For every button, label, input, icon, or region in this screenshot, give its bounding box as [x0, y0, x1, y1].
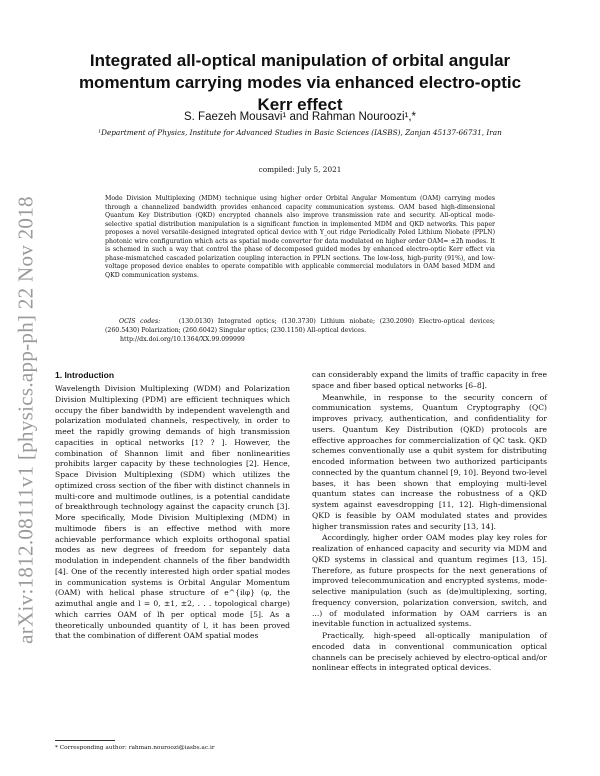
- paragraph: can considerably expand the limits of traffic capacity in free space and fiber based optical networks [6–8].: [312, 370, 547, 390]
- author-list: S. Faezeh Mousavi¹ and Rahman Nouroozi¹,*: [183, 111, 417, 123]
- paragraph: Accordingly, higher order OAM modes play key roles for realization of enhanced capacity and security via MDM and QKD systems in classical and quantum regimes [13, 15]. Therefore, as future prospects for the next generations of improved telecommunication and encrypted systems, mode-selective manipulation (such as (de)multiplexing, sorting, frequency conversion, polarization conversion, switch, and ...) of modulated information by OAM carriers is an inevitable function in actualized systems.: [312, 533, 547, 629]
- footnote: * Corresponding author: rahman.nouroozi@iasbs.ac.ir: [55, 745, 215, 751]
- ocis-code-list: (130.0130) Integrated optics; (130.3730) Lithium niobate; (230.2090) Electro-optical devices; (260.5430) Polarization; (260.6042) Singular optics; (230.1150) All-optical devices.: [105, 318, 496, 334]
- paragraph: Practically, high-speed all-optically manipulation of encoded data in conventional communication optical channels can be precisely achieved by electro-optical and/or nonlinear effects in integrated optical devices.: [312, 631, 547, 673]
- ocis-codes: [105, 318, 495, 335]
- doi-link[interactable]: http://dx.doi.org/10.1364/XX.99.099999: [120, 336, 245, 343]
- abstract: Mode Division Multiplexing (MDM) technique using higher order Orbital Angular Momentum (OAM) carrying modes through a channelized bandwidth provides enhanced capacity communication systems. OAM based high-dimensional Quantum Key Distribution (QKD) encrypted channels also improve transmission rate and security. All-optical mode-selective spatial distribution manipulation is a significant function in implemented MDM and QKD networks. This paper proposes a novel versatile-designed integrated optical device with Y_out ridge Periodically Poled Lithium Niobate (PPLN) photonic wire configuration which acts as spatial mode converter for data modulated on higher order OAM= ±2ħ modes. It is schemed in such a way that control the phase of decomposed guided modes by enhanced electro-optic Kerr effect via phase-mismatched cascaded polarization coupling interaction in PPLN sections. The low-loss, high-purity (91%), and low-voltage proposed device enables to operate compatible with applicable commercial modulators in OAM based MDM and QKD communication systems.: [105, 195, 495, 279]
- compiled-date: compiled: July 5, 2021: [258, 165, 342, 174]
- footnote-rule: [55, 740, 115, 741]
- section-heading: 1. Introduction: [55, 370, 115, 380]
- right-column: [312, 370, 547, 674]
- paragraph: Wavelength Division Multiplexing (WDM) and Polarization Division Multiplexing (PDM) are efficient techniques which occupy the fiber bandwidth by independent wavelength and polarization modulated channels, respectively, in order to meet the rapidly growing demands of high transmission capacities in optical networks [1? ? ]. However, the combination of Shannon limit and fiber nonlinearities prohibits larger capacity by these technologies [2]. Hence, Space Division Multiplexing (SDM) which utilizes the optimized cross section of the fiber with distinct channels in multi-core and multimode outlines, is a potential candidate of breakthrough technology against the capacity crunch [3]. More specifically, Mode Division Multiplexing (MDM) in multimode fibers is an effective method with more achievable performance which exploits orthogonal spatial modes as new degrees of freedom for sepantely data modulation in independent channels of the fiber bandwidth [4]. One of the recently interested high order spatial modes in communication systems is Orbital Angular Momentum (OAM) with helical phase structure of e^{ilφ} (φ, the azimuthal angle and l = 0, ±1, ±2, . . . topological charge) which carries OAM of lħ per optical mode [5]. As a theoretically unbounded quantity of l, it has been proved that the combination of different OAM spatial modes: [55, 384, 290, 641]
- left-column: [55, 370, 290, 642]
- affiliation: ¹Department of Physics, Institute for Advanced Studies in Basic Sciences (IASBS), Zanjan 45137-66731, Iran: [98, 128, 502, 137]
- arxiv-sidebar-stamp: [0, 0, 52, 776]
- paper-title: Integrated all-optical manipulation of orbital angular momentum carrying modes via enhanced electro-optic Kerr effect: [78, 51, 522, 114]
- ocis-label: OCIS codes:: [119, 318, 161, 325]
- arxiv-id: arXiv:1812.08111v1 [physics.app-ph] 22 Nov 2018: [13, 196, 38, 644]
- paragraph: Meanwhile, in response to the security concern of communication systems, Quantum Cryptography (QC) improves privacy, authentication, and confidentiality for users. Quantum Key Distribution (QKD) protocols are effective approaches for commercialization of QC task. QKD schemes conventionally use a qubit system for distributing encoded information between two authorized participants connected by the quantum channel [9, 10]. Beyond two-level bases, it has been shown that employing multi-level quantum states can increase the robustness of a QKD system against eavesdropping [11, 12]. High-dimensional QKD is feasible by OAM modulated states and provides higher transmission rates and security [13, 14].: [312, 392, 547, 531]
